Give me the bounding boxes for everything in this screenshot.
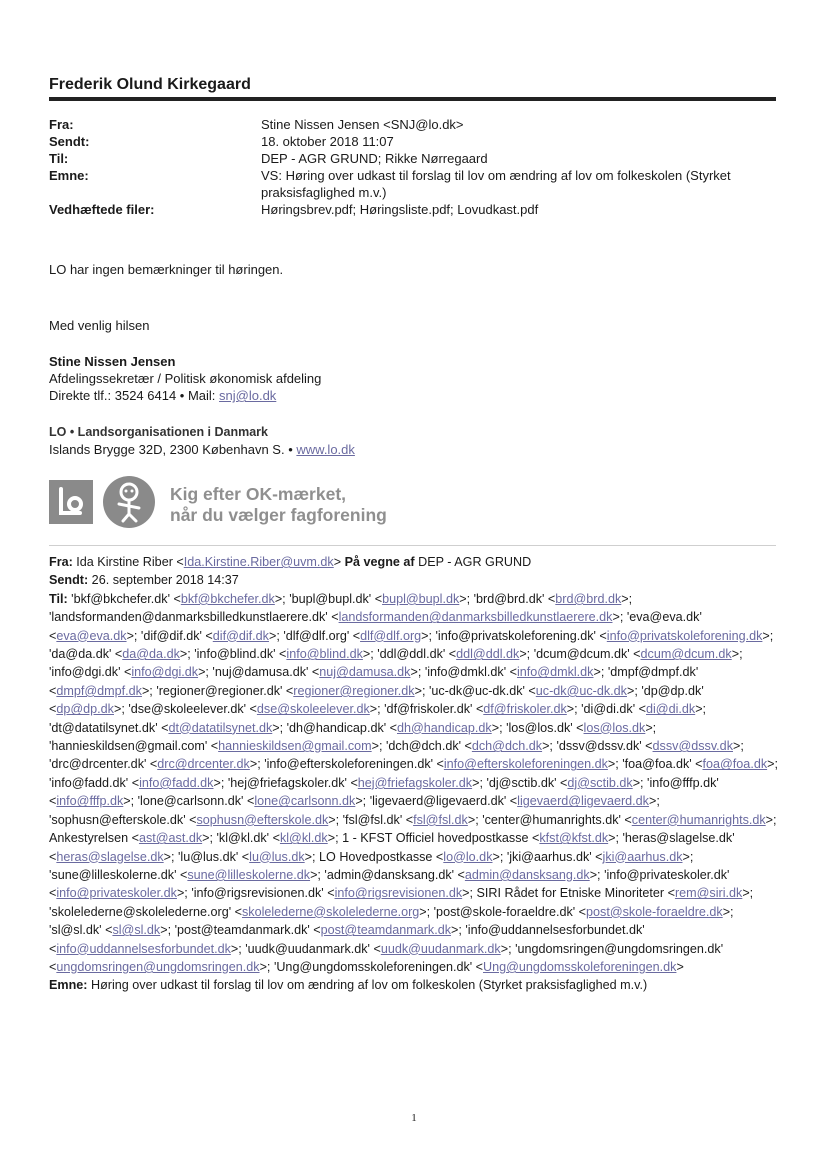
- recipient-email-link[interactable]: rem@siri.dk: [674, 886, 743, 901]
- sender-name: Frederik Olund Kirkegaard: [49, 76, 251, 93]
- recipient-email-link[interactable]: sophusn@efterskole.dk: [196, 812, 329, 827]
- header-row: [49, 167, 781, 201]
- recipient-email-link[interactable]: Ung@ungdomsskoleforeningen.dk: [483, 959, 677, 974]
- recipient-name: 'df@friskoler.dk' <: [384, 702, 484, 717]
- signature-email-link[interactable]: snj@lo.dk: [219, 388, 277, 403]
- forwarded-to-label: Til:: [49, 591, 68, 606]
- header-row: [49, 133, 781, 150]
- recipient-email-link[interactable]: info@privateskoler.dk: [56, 886, 177, 901]
- recipient-email-link[interactable]: bkf@bkchefer.dk: [180, 591, 275, 606]
- recipient-name: 'post@teamdanmark.dk' <: [174, 923, 321, 938]
- recipient-name: 'sophusn@efterskole.dk' <: [49, 812, 197, 827]
- recipient-email-link[interactable]: dmpf@dmpf.dk: [56, 683, 142, 698]
- recipient-name: 'info@dmkl.dk' <: [424, 665, 517, 680]
- title-rule: [49, 97, 776, 101]
- recipient-name: 'eva@eva.dk' <: [49, 610, 702, 643]
- ok-mark-figure-icon: [103, 476, 155, 528]
- recipient-separator: >;: [230, 941, 246, 956]
- recipient-separator: >;: [765, 812, 777, 827]
- recipient-separator: >;: [608, 831, 623, 846]
- recipient-name: SIRI Rådet for Etniske Minoriteter <: [476, 886, 675, 901]
- recipient-separator: >;: [163, 849, 179, 864]
- recipient-name: 'bupl@bupl.dk' <: [289, 591, 383, 606]
- recipient-name: 'lone@carlsonn.dk' <: [137, 794, 255, 809]
- recipient-email-link[interactable]: info@dgi.dk: [131, 665, 199, 680]
- recipient-email-link[interactable]: los@los.dk: [583, 720, 646, 735]
- recipient-separator: >;: [274, 591, 290, 606]
- forwarded-sent-value: 26. september 2018 14:37: [88, 573, 239, 588]
- website-link[interactable]: www.lo.dk: [296, 442, 355, 457]
- recipient-separator: >;: [722, 904, 734, 919]
- recipient-name: 'dp@dp.dk' <: [49, 683, 704, 717]
- header-key: Fra:: [49, 117, 74, 132]
- forwarded-subject-value: Høring over udkast til forslag til lov om ændring af lov om folkeskolen (Styrket praksisfaglighed m.v.): [87, 978, 648, 993]
- recipient-email-link[interactable]: dj@sctib.dk: [567, 775, 633, 790]
- recipient-email-link[interactable]: lu@lus.dk: [249, 849, 305, 864]
- recipient-email-link[interactable]: fsl@fsl.dk: [413, 812, 468, 827]
- recipient-separator: >;: [607, 757, 623, 772]
- recipient-separator: >;: [451, 923, 466, 938]
- recipient-name: 1 - KFST Officiel hovedpostkasse <: [342, 831, 540, 846]
- recipient-name: 'los@los.dk' <: [506, 720, 584, 735]
- recipient-email-link[interactable]: info@dmkl.dk: [517, 665, 594, 680]
- recipient-separator: >;: [632, 775, 648, 790]
- page-number: 1: [411, 1112, 417, 1124]
- header-key: Sendt:: [49, 134, 90, 149]
- recipient-separator: >;: [472, 775, 487, 790]
- ok-slogan-line2: når du vælger fagforening: [170, 505, 387, 525]
- recipient-separator: >;: [462, 886, 477, 901]
- recipient-separator: >;: [695, 702, 707, 717]
- recipient-separator: >;: [492, 849, 507, 864]
- recipient-separator: >;: [141, 683, 157, 698]
- recipient-separator: >;: [626, 683, 642, 698]
- recipient-email-link[interactable]: kfst@kfst.dk: [539, 831, 609, 846]
- recipient-name: 'Ung@ungdomsskoleforeningen.dk' <: [273, 959, 484, 974]
- recipient-email-link[interactable]: landsformanden@danmarksbilledkunstlaerere.dk: [338, 610, 613, 625]
- recipient-email-link[interactable]: info@fadd.dk: [139, 775, 214, 790]
- recipient-separator: >;: [328, 812, 343, 827]
- recipient-separator: >;: [355, 794, 370, 809]
- signature-title: Afdelingssekretær / Politisk økonomisk afdeling: [49, 371, 322, 386]
- recipient-name: 'skolelederne@skolelederne.org' <: [49, 904, 242, 919]
- recipient-name: LO Hovedpostkasse <: [319, 849, 444, 864]
- recipient-name: 'uc-dk@uc-dk.dk' <: [428, 683, 536, 698]
- recipient-email-link[interactable]: nuj@damusa.dk: [319, 665, 411, 680]
- recipient-name: 'dlf@dlf.org' <: [283, 628, 361, 643]
- forwarded-sent: [49, 571, 779, 589]
- recipient-separator: >: [676, 959, 684, 974]
- recipient-name: 'admin@dansksang.dk' <: [324, 867, 465, 882]
- forwarded-to: [49, 590, 779, 977]
- recipient-email-link[interactable]: drc@drcenter.dk: [157, 757, 250, 772]
- recipient-separator: >;: [621, 591, 633, 606]
- organization-address: [49, 441, 355, 458]
- recipient-separator: >;: [762, 628, 774, 643]
- recipient-separator: >;: [249, 757, 265, 772]
- recipient-separator: >;: [459, 591, 474, 606]
- recipient-email-link[interactable]: eva@eva.dk: [56, 628, 127, 643]
- recipient-name: 'sl@sl.dk' <: [49, 923, 113, 938]
- recipient-name: 'dt@datatilsynet.dk' <: [49, 720, 169, 735]
- recipient-email-link[interactable]: post@skole-foraeldre.dk: [586, 904, 723, 919]
- recipient-email-link[interactable]: ligevaerd@ligevaerd.dk: [517, 794, 649, 809]
- ok-mark-logo: [103, 476, 155, 528]
- recipient-name: 'hannieskildsen@gmail.com' <: [49, 739, 219, 754]
- recipient-name: 'nuj@damusa.dk' <: [212, 665, 320, 680]
- header-key: Emne:: [49, 168, 89, 183]
- recipient-name: 'hej@friefagskoler.dk' <: [227, 775, 358, 790]
- recipient-name: Ankestyrelsen <: [49, 831, 139, 846]
- recipient-email-link[interactable]: df@friskoler.dk: [483, 702, 567, 717]
- recipient-email-link[interactable]: jki@aarhus.dk: [602, 849, 683, 864]
- recipient-separator: >;: [682, 849, 694, 864]
- recipient-name: 'dcum@dcum.dk' <: [533, 647, 641, 662]
- recipient-name: 'brd@brd.dk' <: [473, 591, 556, 606]
- recipient-separator: >;: [410, 665, 425, 680]
- body-text: LO har ingen bemærkninger til høringen.: [49, 262, 284, 277]
- email-header: [49, 116, 781, 218]
- recipient-separator: >;: [648, 794, 660, 809]
- forwarded-from-name: Ida Kirstine Riber <: [72, 555, 184, 569]
- recipient-separator: >;: [362, 647, 378, 662]
- recipient-email-link[interactable]: foa@foa.dk: [702, 757, 768, 772]
- recipient-email-link[interactable]: dcum@dcum.dk: [640, 647, 732, 662]
- recipient-separator: >;: [731, 647, 743, 662]
- recipient-email-link[interactable]: dp@dp.dk: [56, 702, 114, 717]
- recipient-separator: >;: [519, 647, 534, 662]
- recipient-separator: >;: [645, 720, 657, 735]
- recipient-separator: >;: [491, 720, 507, 735]
- organization: [49, 424, 355, 458]
- recipient-email-link[interactable]: sune@lilleskolerne.dk: [187, 867, 311, 882]
- recipient-separator: >;: [123, 794, 138, 809]
- recipient-name: 'bkf@bkchefer.dk' <: [71, 591, 181, 606]
- recipient-email-link[interactable]: info@blind.dk: [286, 647, 363, 662]
- recipient-name: 'info@blind.dk' <: [194, 647, 287, 662]
- recipient-separator: >;: [542, 739, 557, 754]
- recipient-name: 'ligevaerd@ligevaerd.dk' <: [369, 794, 518, 809]
- lo-logo-mark: [49, 480, 93, 524]
- recipient-email-link[interactable]: kl@kl.dk: [279, 831, 328, 846]
- header-row: [49, 201, 781, 218]
- recipient-name: 'dmpf@dmpf.dk' <: [49, 665, 699, 698]
- recipient-separator: >;: [327, 831, 343, 846]
- recipient-name: 'di@di.dk' <: [581, 702, 646, 717]
- recipient-name: 'kl@kl.dk' <: [216, 831, 280, 846]
- recipient-name: 'foa@foa.dk' <: [622, 757, 703, 772]
- recipient-email-link[interactable]: info@uddannelsesforbundet.dk: [56, 941, 231, 956]
- recipient-email-link[interactable]: info@rigsrevisionen.dk: [334, 886, 463, 901]
- recipient-name: 'info@rigsrevisionen.dk' <: [191, 886, 335, 901]
- recipient-name: 'heras@slagelse.dk' <: [49, 831, 735, 864]
- recipient-email-link[interactable]: ast@ast.dk: [138, 831, 203, 846]
- recipient-separator: >;: [304, 849, 320, 864]
- recipient-separator: >;: [742, 886, 754, 901]
- recipient-email-link[interactable]: lo@lo.dk: [443, 849, 493, 864]
- recipient-email-link[interactable]: ungdomsringen@ungdomsringen.dk: [56, 959, 260, 974]
- recipient-email-link[interactable]: admin@dansksang.dk: [464, 867, 590, 882]
- recipient-name: 'info@efterskoleforeningen.dk' <: [264, 757, 444, 772]
- recipient-name: 'uudk@uudanmark.dk' <: [245, 941, 381, 956]
- recipient-name: 'dh@handicap.dk' <: [286, 720, 397, 735]
- recipient-separator: >;: [259, 959, 274, 974]
- recipient-email-link[interactable]: info@fffp.dk: [56, 794, 124, 809]
- recipient-email-link[interactable]: bupl@bupl.dk: [382, 591, 460, 606]
- forwarded-message: [49, 553, 779, 995]
- recipient-separator: >;: [612, 610, 627, 625]
- recipient-email-link[interactable]: skolelederne@skolelederne.org: [241, 904, 420, 919]
- header-value: Høringsbrev.pdf; Høringsliste.pdf; Lovudkast.pdf: [261, 202, 539, 217]
- header-value: Stine Nissen Jensen <SNJ@lo.dk>: [261, 117, 464, 132]
- forwarded-from: [49, 553, 779, 571]
- recipient-name: 'dch@dch.dk' <: [386, 739, 472, 754]
- greeting: Med venlig hilsen: [49, 318, 150, 333]
- recipient-email-link[interactable]: uc-dk@uc-dk.dk: [535, 683, 627, 698]
- recipient-email-link[interactable]: heras@slagelse.dk: [56, 849, 164, 864]
- forwarded-subject: [49, 976, 779, 994]
- forwarded-sent-label: Sendt:: [49, 573, 89, 588]
- recipient-email-link[interactable]: di@di.dk: [646, 702, 696, 717]
- recipient-separator: >;: [414, 683, 429, 698]
- recipient-email-link[interactable]: dse@skoleelever.dk: [256, 702, 370, 717]
- recipient-separator: >;: [421, 628, 436, 643]
- recipient-separator: >;: [160, 923, 175, 938]
- recipient-separator: >;: [126, 628, 141, 643]
- recipient-separator: >;: [566, 702, 582, 717]
- recipient-name: 'fsl@fsl.dk' <: [342, 812, 414, 827]
- recipient-email-link[interactable]: da@da.dk: [122, 647, 180, 662]
- recipient-name: 'center@humanrights.dk' <: [482, 812, 632, 827]
- header-row: [49, 116, 781, 133]
- header-key: Vedhæftede filer:: [49, 202, 155, 217]
- signature-contact-prefix: Direkte tlf.: 3524 6414 • Mail:: [49, 388, 220, 403]
- recipient-name: 'dif@dif.dk' <: [140, 628, 213, 643]
- recipient-separator: >;: [179, 647, 195, 662]
- recipient-name: 'lu@lus.dk' <: [178, 849, 250, 864]
- recipient-name: 'post@skole-foraeldre.dk' <: [433, 904, 587, 919]
- recipient-separator: >;: [419, 904, 434, 919]
- recipient-email-link[interactable]: dt@datatilsynet.dk: [168, 720, 273, 735]
- header-value: 18. oktober 2018 11:07: [261, 134, 394, 149]
- lo-logo: [49, 480, 93, 524]
- recipient-email-link[interactable]: post@teamdanmark.dk: [320, 923, 452, 938]
- recipient-email-link[interactable]: ddl@ddl.dk: [456, 647, 520, 662]
- recipient-email-link[interactable]: regioner@regioner.dk: [293, 683, 415, 698]
- recipient-separator: >;: [113, 702, 129, 717]
- recipient-email-link[interactable]: dch@dch.dk: [471, 739, 543, 754]
- recipient-separator: >;: [369, 702, 385, 717]
- recipient-name: 'landsformanden@danmarksbilledkunstlaerere.dk' <: [49, 610, 339, 625]
- recipient-email-link[interactable]: center@humanrights.dk: [631, 812, 766, 827]
- forwarded-from-email[interactable]: Ida.Kirstine.Riber@uvm.dk: [183, 555, 334, 569]
- recipient-name: 'dj@sctib.dk' <: [486, 775, 568, 790]
- signature: [49, 353, 321, 404]
- recipient-separator: >;: [500, 941, 516, 956]
- recipient-email-link[interactable]: uudk@uudanmark.dk: [380, 941, 501, 956]
- recipient-name: 'ddl@ddl.dk' <: [377, 647, 457, 662]
- recipient-separator: >;: [467, 812, 483, 827]
- separator: [49, 545, 776, 546]
- recipient-separator: >;: [268, 628, 284, 643]
- recipient-email-link[interactable]: info@efterskoleforeningen.dk: [443, 757, 608, 772]
- header-key: Til:: [49, 151, 69, 166]
- recipient-separator: >;: [213, 775, 228, 790]
- forwarded-from-label: Fra:: [49, 555, 73, 569]
- header-row: [49, 150, 781, 167]
- ok-slogan: [170, 484, 387, 526]
- address-prefix: Islands Brygge 32D, 2300 København S. •: [49, 442, 297, 457]
- recipient-email-link[interactable]: dif@dif.dk: [212, 628, 269, 643]
- recipient-name: 'info@privatskoleforening.dk' <: [435, 628, 607, 643]
- recipient-email-link[interactable]: dlf@dlf.org: [360, 628, 422, 643]
- header-value: DEP - AGR GRUND; Rikke Nørregaard: [261, 151, 488, 166]
- recipient-email-link[interactable]: lone@carlsonn.dk: [254, 794, 356, 809]
- recipient-name: 'ungdomsringen@ungdomsringen.dk' <: [49, 941, 724, 974]
- recipient-name: 'dse@skoleelever.dk' <: [128, 702, 257, 717]
- recipient-name: 'jki@aarhus.dk' <: [506, 849, 603, 864]
- recipient-email-link[interactable]: info@privatskoleforening.dk: [606, 628, 763, 643]
- recipient-separator: >;: [272, 720, 287, 735]
- ok-slogan-line1: Kig efter OK-mærket,: [170, 484, 347, 504]
- recipient-email-link[interactable]: dh@handicap.dk: [397, 720, 492, 735]
- recipient-email-link[interactable]: brd@brd.dk: [555, 591, 622, 606]
- recipient-name: 'info@dgi.dk' <: [49, 665, 132, 680]
- recipient-name: 'info@privateskoler.dk' <: [49, 867, 730, 901]
- signature-name: Stine Nissen Jensen: [49, 354, 176, 369]
- recipient-email-link[interactable]: hannieskildsen@gmail.com: [218, 739, 372, 754]
- recipient-email-link[interactable]: hej@friefagskoler.dk: [357, 775, 473, 790]
- recipient-name: 'info@fadd.dk' <: [49, 775, 140, 790]
- recipient-name: 'drc@drcenter.dk' <: [49, 757, 158, 772]
- recipient-name: 'info@uddannelsesforbundet.dk' <: [49, 923, 645, 956]
- on-behalf-of: DEP - AGR GRUND: [414, 555, 532, 569]
- recipient-separator: >;: [198, 665, 213, 680]
- organization-name: LO • Landsorganisationen i Danmark: [49, 425, 269, 439]
- recipient-name: 'regioner@regioner.dk' <: [156, 683, 294, 698]
- recipient-separator: >;: [767, 757, 778, 772]
- header-value: VS: Høring over udkast til forslag til lov om ændring af lov om folkeskolen (Styrket praksisfaglighed m.v.): [261, 168, 731, 200]
- recipient-separator: >;: [310, 867, 325, 882]
- recipient-separator: >;: [176, 886, 192, 901]
- recipient-name: 'info@fffp.dk' <: [49, 775, 719, 809]
- recipient-name: 'dssv@dssv.dk' <: [556, 739, 653, 754]
- recipient-separator: >;: [589, 867, 605, 882]
- recipient-separator: >;: [733, 739, 744, 754]
- recipient-name: 'da@da.dk' <: [49, 647, 123, 662]
- signature-contact: [49, 387, 321, 404]
- recipient-separator: >;: [593, 665, 608, 680]
- forwarded-subject-label: Emne:: [49, 978, 88, 993]
- forwarded-from-suffix: >: [333, 555, 342, 569]
- recipient-name: 'sune@lilleskolerne.dk' <: [49, 867, 188, 882]
- on-behalf-label: På vegne af: [341, 555, 415, 569]
- recipient-email-link[interactable]: sl@sl.dk: [112, 923, 161, 938]
- recipient-separator: >;: [202, 831, 217, 846]
- recipient-email-link[interactable]: dssv@dssv.dk: [652, 739, 733, 754]
- recipient-separator: >;: [371, 739, 387, 754]
